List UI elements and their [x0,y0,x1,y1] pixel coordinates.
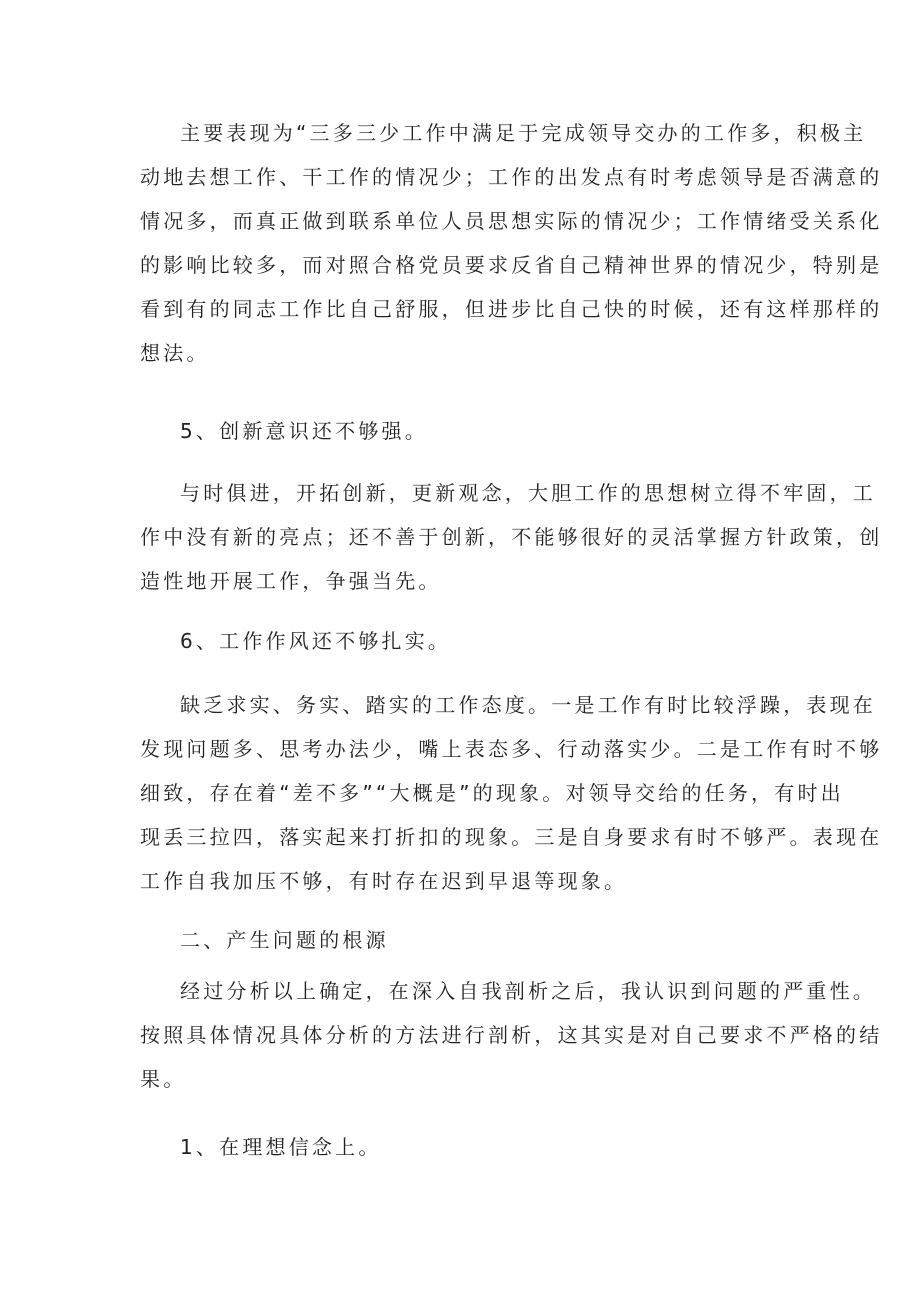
paragraph-work-style [140,683,883,903]
text-line: 主要表现为“三多三少工作中满足于完成领导交办的工作多，积极主 [180,121,867,145]
text-line: 造性地开展工作，争强当先。 [140,569,442,593]
text-line: 按照具体情况具体分析的方法进行剖析，这其实是对自己要求不严格的结 [140,1023,883,1047]
text-line: 的影响比较多，而对照合格党员要求反省自己精神世界的情况少，特别是 [140,253,883,277]
heading-text: 6、工作作风还不够扎实。 [180,629,452,653]
heading-text: 1、在理想信念上。 [180,1135,382,1159]
text-line: 细致，存在着“差不多”“大概是”的现象。对领导交给的任务，有时出 [140,781,844,805]
heading-item-5 [140,409,785,453]
text-line: 情况多，而真正做到联系单位人员思想实际的情况少；工作情绪受关系化 [140,209,883,233]
heading-text: 二、产生问题的根源 [180,928,389,952]
text-line: 缺乏求实、务实、踏实的工作态度。一是工作有时比较浮躁，表现在 [180,693,876,717]
text-line: 动地去想工作、干工作的情况少；工作的出发点有时考虑领导是否满意的 [140,165,883,189]
text-line: 现丢三拉四，落实起来打折扣的现象。三是自身要求有时不够严。表现在 [140,825,883,849]
section-heading-2 [140,918,785,962]
text-line: 与时俱进，开拓创新，更新观念，大胆工作的思想树立得不牢固，工 [180,481,876,505]
heading-item-6 [140,619,785,663]
paragraph-innovation [140,471,883,603]
text-line: 看到有的同志工作比自己舒服，但进步比自己快的时候，还有这样那样的 [140,297,883,321]
text-line: 作中没有新的亮点；还不善于创新，不能够很好的灵活掌握方针政策，创 [140,525,883,549]
text-line: 发现问题多、思考办法少，嘴上表态多、行动落实少。二是工作有时不够 [140,737,883,761]
paragraph-root-causes [140,969,883,1101]
text-line: 工作自我加压不够，有时存在迟到早退等现象。 [140,869,628,893]
text-line: 果。 [140,1067,187,1091]
text-line: 经过分析以上确定，在深入自我剖析之后，我认识到问题的严重性。 [180,979,876,1003]
paragraph-work-attitude [140,111,883,375]
text-line: 想法。 [140,341,210,365]
heading-item-1 [140,1125,785,1169]
heading-text: 5、创新意识还不够强。 [180,419,428,443]
